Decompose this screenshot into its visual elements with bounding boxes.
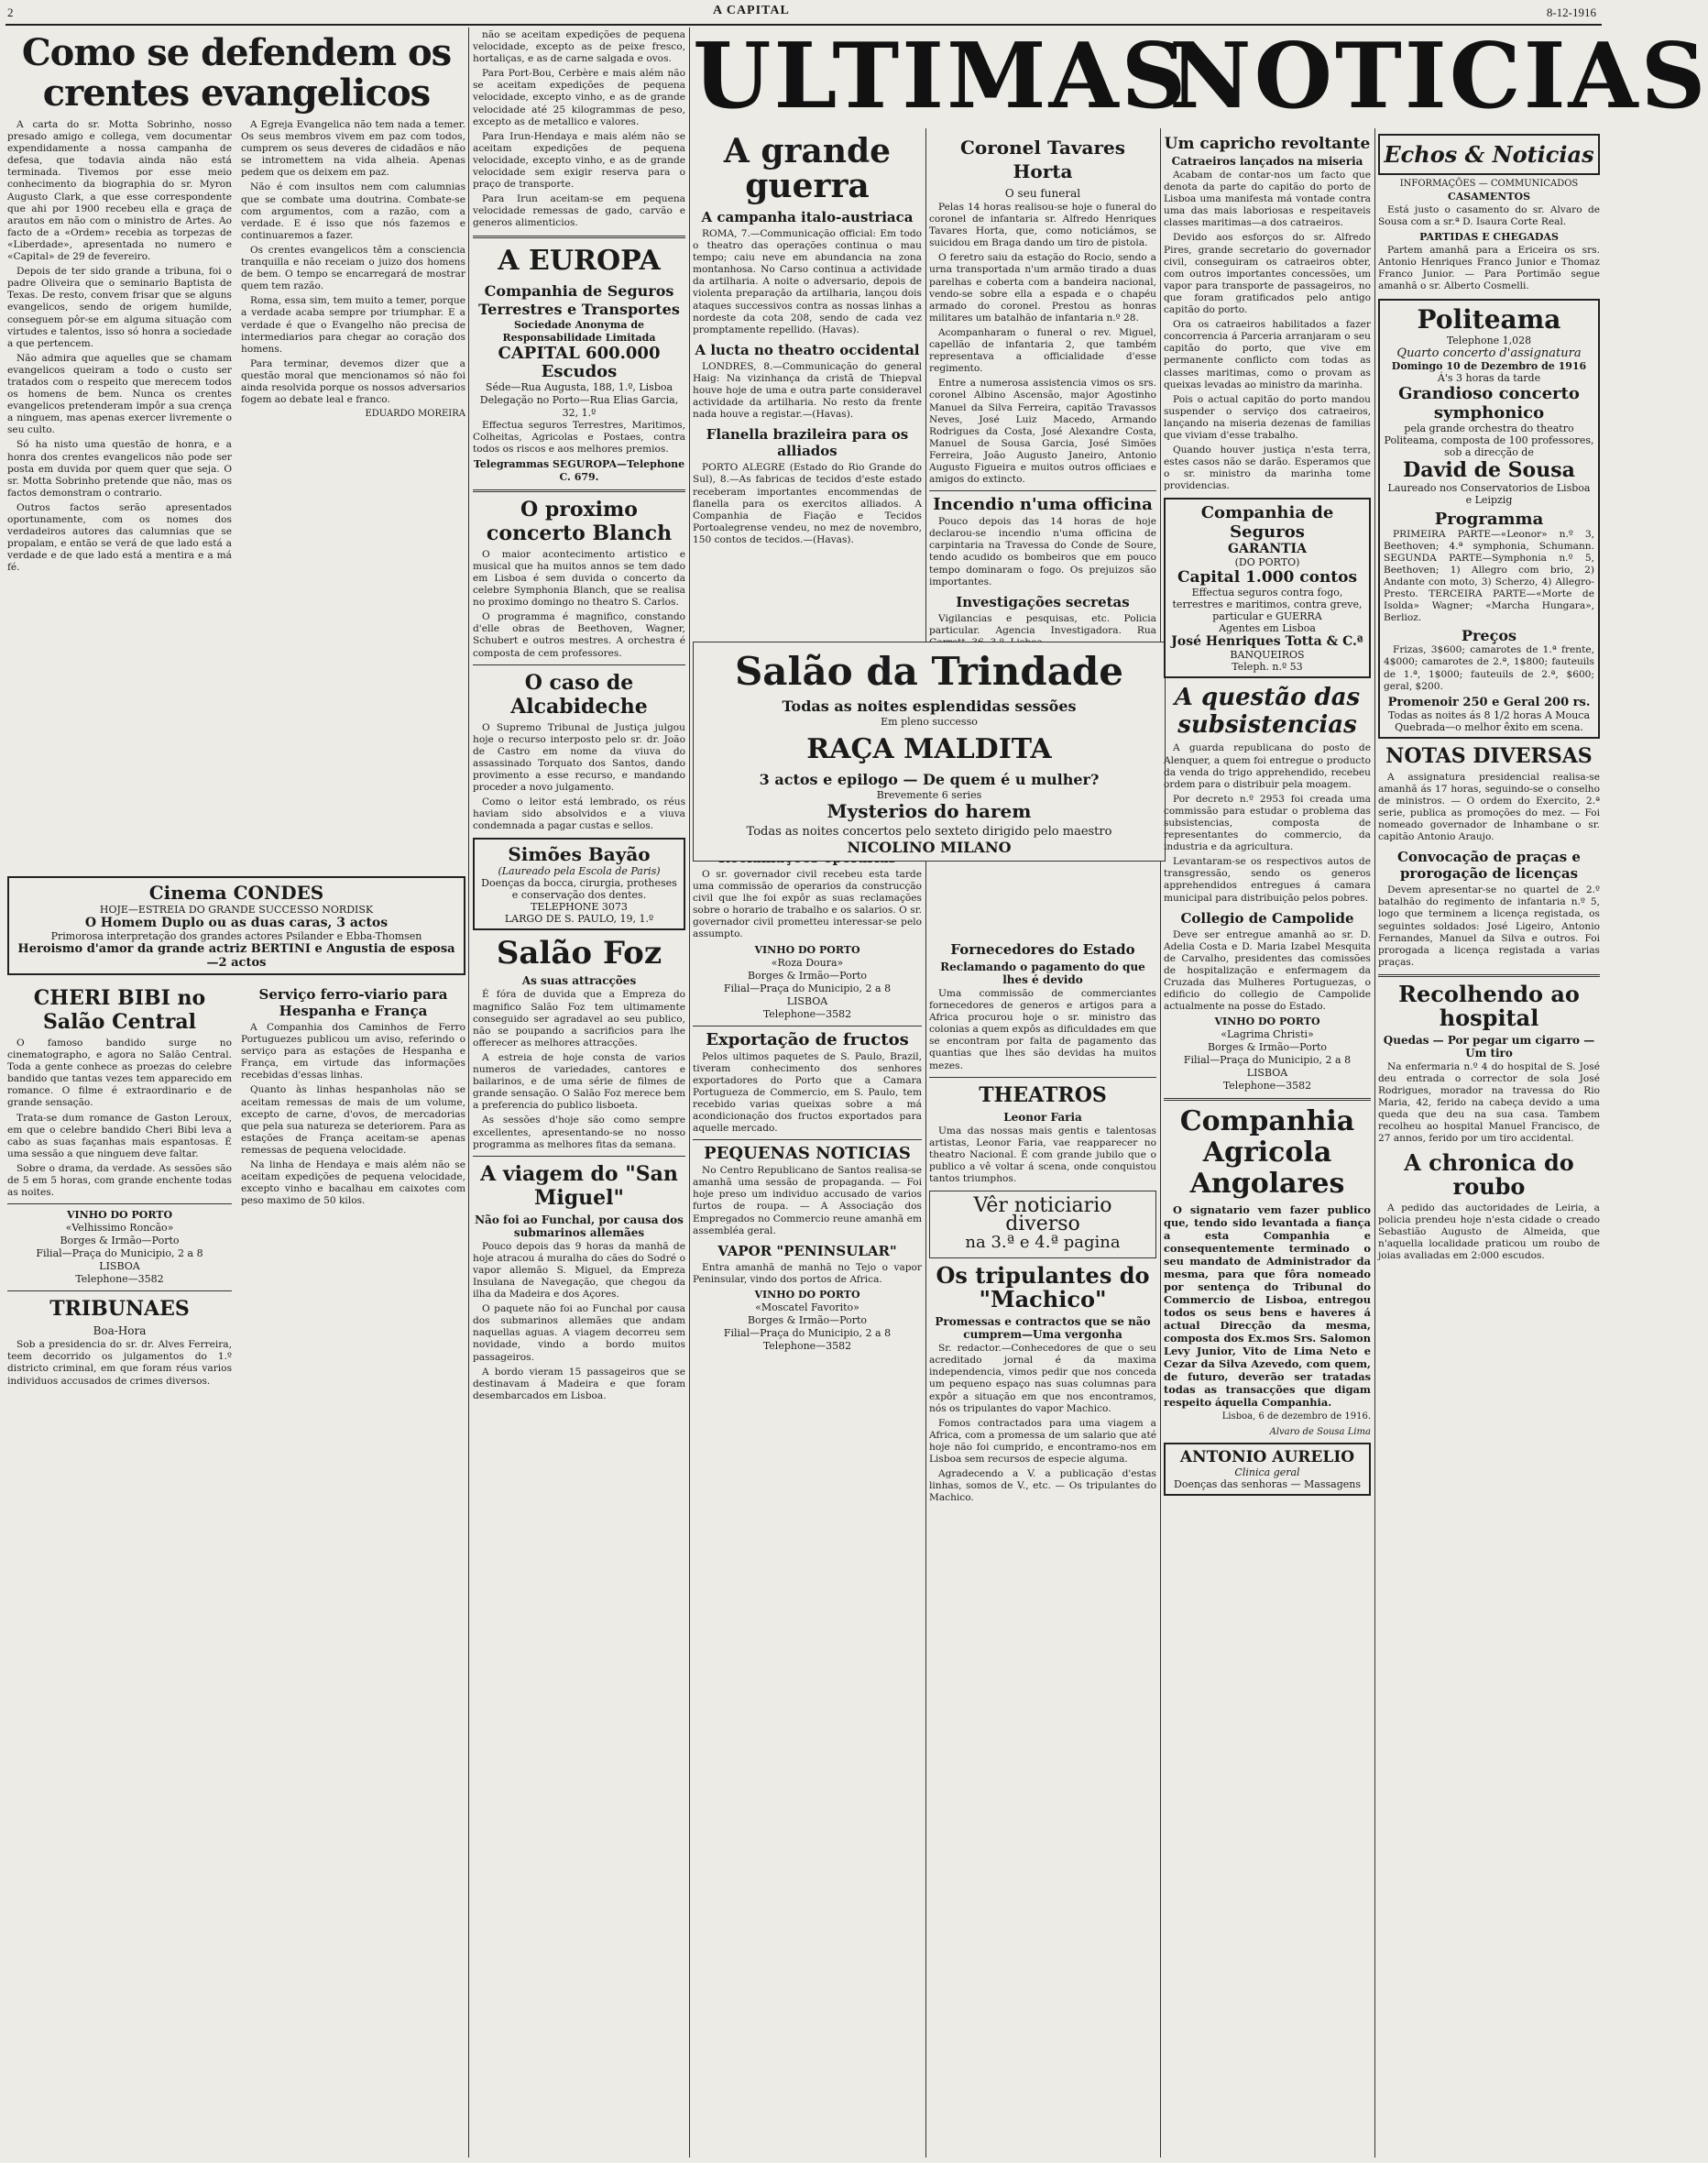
- article-title-fornecedores: Fornecedores do Estado: [950, 941, 1135, 958]
- paragraph: Ora os catraeiros habilitados a fazer concorrencia á Parceria arranjaram o seu capitão do porto, que vive em permanente conflicto com todas as classes maritimas, como o provam as queixas levadas ao ministro da marinha.: [1164, 319, 1371, 390]
- subtitle: O seu funeral: [1004, 187, 1081, 200]
- paragraph: Os crentes evangelicos têm a consciencia tranquilla e não receiam o juizo dos homens de bem. O tempo se encarregará de mostrar quem tem razão.: [241, 244, 465, 292]
- ad-line: Quarto concerto d'assignatura: [1396, 346, 1582, 360]
- paragraph: Pelos ultimos paquetes de S. Paulo, Brazil, tiveram conhecimento dos senhores exportadores do Porto que a Camara Portugueza de Commercio, em S. Paulo, tem recebido varias queixas sobre a má acondicionação dos fructos exportados para aquelle mercado.: [693, 1050, 922, 1135]
- paragraph: A guarda republicana do posto de Alenquer, a quem foi entregue o producto da venda do trigo apprehendido, recebeu ordem para o distribuir pela moagem.: [1164, 742, 1371, 790]
- ad-title: Companhia de Seguros: [1200, 503, 1334, 543]
- column-rule: [1374, 128, 1375, 2158]
- paragraph: O feretro saiu da estação do Rocio, sendo a urna transportada n'um armão tirado a duas parelhas e coberta com a bandeira nacional, vendo-se sobre ella a espada e o chapéu armado do coronel. Prestou as honras militares um batalhão de infantaria n.º 28.: [929, 252, 1156, 324]
- section-subtitle: INFORMAÇÕES — COMMUNICADOS: [1399, 179, 1579, 189]
- article-title-tripulantes: Os tripulantes do "Machico": [936, 1262, 1150, 1313]
- ad-line: Clinica geral: [1234, 1466, 1300, 1479]
- paragraph: PRIMEIRA PARTE—«Leonor» n.º 3, Beethoven; 4.ª symphonia, Schumann. SEGUNDA PARTE—Symphonia n.º 5, Beethoven; 1) Allegro com brio, 2) Andante con moto, 3) Scherzo, 4) Allegro-Presto. TERCEIRA PARTE—«Morte de Isolda» Wagner; «Marcha Hungara», Berlioz.: [1384, 528, 1594, 624]
- ad-line: Filial—Praça do Municipio, 2 a 8: [1183, 1054, 1352, 1067]
- ad-line: Effectua seguros contra fogo, terrestres e maritimos, contra greve, particular e GUERRA: [1172, 587, 1363, 623]
- ad-line: Telephone—3582: [762, 1007, 852, 1020]
- paragraph: O paquete não foi ao Funchal por causa dos submarinos allemães que andam naquellas aguas. A viagem decorreu sem novidade, vindo a bordo muitos passageiros.: [473, 1303, 685, 1363]
- ad-line: LISBOA: [99, 1260, 140, 1273]
- ad-line: Heroismo d'amor da grande actriz BERTINI e Angustia de esposa—2 actos: [17, 942, 455, 970]
- paragraph: Pois o actual capitão do porto mandou suspender o serviço dos catraeiros, lançando na miseria dezenas de familias que viviam d'esse trabalho.: [1164, 393, 1371, 441]
- paragraph: Na linha de Hendaya e mais além não se aceitam expedições de pequena velocidade, excepto vinho e bacalhau em caixotes com peso maximo de 50 kilos.: [241, 1159, 465, 1207]
- ad-title: Salão da Trindade: [734, 649, 1124, 694]
- article-title-ferro-viario: Serviço ferro-viario para Hespanha e França: [258, 986, 448, 1019]
- ad-line: Telegrammas SEGUROPA—Telephone C. 679.: [473, 457, 685, 483]
- ad-line: Primorosa interpretação dos grandes actores Psilander e Ebba-Thomsen: [50, 930, 422, 942]
- divider: [693, 1139, 922, 1140]
- paragraph: As sessões d'hoje são como sempre excellentes, apresentando-se no nosso programma as melhores fitas da semana.: [473, 1114, 685, 1150]
- paragraph: ROMA, 7.—Communicação official: Em todo o theatro das operações continua o mau tempo; caiu neve em abundancia na zona montanhosa. No Carso continua a actividade da artilharia. A noite o adversario, depois de violenta preparação da artilharia, lançou dois ataques successivos contra as nossas linhas a nordeste da cota 208, sendo de cada vez promptamente repellido. (Havas).: [693, 228, 922, 335]
- article-title-tribunaes: TRIBUNAES: [49, 1297, 190, 1322]
- article-title-pequenas-noticias: PEQUENAS NOTICIAS: [704, 1144, 911, 1164]
- ad-line: «Roza Doura»: [771, 956, 844, 969]
- ad-subtitle: Preços: [1461, 627, 1517, 645]
- subtitle: Leonor Faria: [1003, 1110, 1082, 1124]
- paragraph: Fomos contractados para uma viagem a Africa, com a promessa de um salario que até hoje não foi cumprido, e encontramo-nos em Lisboa sem recursos de especie alguma.: [929, 1417, 1156, 1465]
- ad-line: José Henriques Totta & C.ª: [1171, 634, 1363, 650]
- paragraph: Partem amanhã para a Ericeira os srs. Antonio Henriques Franco Junior e Thomaz Franco Junior. — Para Portimão segue amanhã o sr. Alberto Cosmelli.: [1378, 245, 1600, 292]
- ad-line: Companhia de Seguros Terrestres e Transportes: [478, 281, 680, 318]
- ad-line: VINHO DO PORTO: [754, 943, 860, 956]
- ad-line: Todas as noites ás 8 1/2 horas A Mouca Quebrada—o melhor êxito em scena.: [1387, 708, 1591, 733]
- ad-line: Capital 1.000 contos: [1177, 568, 1358, 587]
- article-title-salao-foz: Salão Foz: [496, 935, 662, 972]
- column-rule: [1160, 128, 1161, 2158]
- paragraph: Devem apresentar-se no quartel de 2.º batalhão do regimento de infantaria n.º 5, logo que terminem a licença registada, os seguintes soldados: José Ligeiro, Antonio Fernandes, Manuel da Silva e outros. Foi prorogada a licença registada a varias praças.: [1378, 884, 1600, 968]
- ad-line: TELEPHONE 3073: [531, 901, 628, 914]
- article-title-notas-diversas: NOTAS DIVERSAS: [1385, 743, 1593, 768]
- ad-line: Agentes em Lisboa: [1219, 622, 1316, 635]
- ad-line: Telephone—3582: [75, 1273, 164, 1286]
- paragraph: Só ha nisto uma questão de honra, e a honra dos crentes evangelicos não pode ser posta em duvida por quem quer que seja. O sr. Motta Sobrinho pretende que não, mas os factos demonstram o contrario.: [7, 439, 232, 499]
- ad-line: Filial—Praça do Municipio, 2 a 8: [723, 982, 892, 994]
- ad-line: Filial—Praça do Municipio, 2 a 8: [36, 1247, 203, 1260]
- article-title-flanella: Flanella brazileira para os alliados: [706, 426, 909, 460]
- paragraph: Pouco depois das 9 horas da manhã de hoje atracou á muralha do cães do Sodré o vapor allemão S. Miguel, da Empreza Insulana de Navegação, que chegou da ilha da Madeira e dos Açores.: [473, 1240, 685, 1301]
- ad-line: LARGO DE S. PAULO, 19, 1.º: [504, 913, 654, 926]
- article-title-convocacao: Convocação de praças e prorogação de licenças: [1397, 849, 1581, 883]
- paragraph: Entra amanhã de manhã no Tejo o vapor Peninsular, vindo dos portos de Africa.: [693, 1261, 922, 1285]
- paragraph: Sob a presidencia do sr. dr. Alves Ferreira, teem decorrido os julgamentos do 1.º districto criminal, em que foram réus varios individuos accusados de crimes diversos.: [7, 1339, 232, 1387]
- ad-line: Borges & Irmão—Porto: [60, 1235, 180, 1247]
- ad-title: ANTONIO AURELIO: [1179, 1448, 1355, 1467]
- see-also-box: [929, 1191, 1156, 1258]
- subtitle: Boa-Hora: [93, 1324, 147, 1338]
- salao-trindade-ad: [693, 642, 1166, 862]
- paragraph: Pelas 14 horas realisou-se hoje o funeral do coronel de infantaria sr. Alfredo Henriques Tavares Horta, que, como noticiámos, se suicidou em Braga dando um tiro de pistola.: [929, 202, 1156, 249]
- column-1: [7, 29, 465, 2158]
- paragraph: Está justo o casamento do sr. Alvaro de Sousa com a sr.ª D. Isaura Corte Real.: [1378, 204, 1600, 228]
- column-4: [929, 130, 1156, 2158]
- paragraph: Na enfermaria n.º 4 do hospital de S. José deu entrada o corrector de sola José Rodrigues, morador na travessa do Rio Maria, 42, ferido na cabeça devido a uma queda que deu na sua casa. Tambem recolheu ao hospital Manuel Francisco, de 27 annos, ferido por um tiro accidental.: [1378, 1060, 1600, 1145]
- column-rule: [689, 27, 690, 2158]
- masthead-word-2: NOTICIAS: [1169, 24, 1708, 129]
- paragraph: O Supremo Tribunal de Justiça julgou hoje o recurso interposto pelo sr. dr. João de Castro em nome da viuva do assassinado Torquato dos Santos, dando provimento a esse recurso, e mandando proceder a novo julgamento.: [473, 721, 685, 794]
- paragraph: Não admira que aquelles que se chamam evangelicos queiram a todo o custo ser tratados com o respeito que merecem todos os homens de bem. Nunca os crentes evangelicos pretenderam impôr a sua crença a ninguem, mas apenas exercer livremente o seu culto.: [7, 352, 232, 436]
- article-title-italo-austriaca: A campanha italo-austriaca: [701, 209, 914, 225]
- paragraph: Trata-se dum romance de Gaston Leroux, em que o celebre bandido Cheri Bibi leva a cabo as suas façanhas mais espantosas. É uma sessão a que ninguem deve faltar.: [7, 1112, 232, 1159]
- divider: [929, 1077, 1156, 1078]
- paragraph: não se aceitam expedições de pequena velocidade, excepto as de peixe fresco, hortaliças, e as de carne salgada e ovos.: [473, 29, 685, 65]
- lower-columns: [7, 981, 465, 1806]
- paragraph: Como o leitor está lembrado, os réus haviam sido absolvidos e a viuva condemnada a pagar custas e sellos.: [473, 796, 685, 832]
- aurelio-ad: [1164, 1443, 1371, 1496]
- ad-line: RAÇA MALDITA: [806, 733, 1052, 765]
- paragraph: Uma commissão de commerciantes fornecedores de generos e artigos para a Africa procurou hoje o sr. ministro das colonias a quem expôs as dificuldades em que se encontram por falta de pagamento das quantias que lhes são devidas ha muitos mezes.: [929, 988, 1156, 1071]
- paragraph: O signatario vem fazer publico que, tendo sido levantada a fiança a esta Companhia e consequentemente terminado o seu mandato de Administrador da mesma, para que fôra nomeado por sentença do Tribunal do Commercio de Lisboa, entregou todos os seus bens e haveres á actual Direcção da mesma, composta dos Ex.mos Srs. Salomon Levy Junior, Vito de Lima Neto e Cezar da Silva Azevedo, com quem, de futuro, deverão ser tratadas todas as transacções que digam respeito áquella Companhia.: [1164, 1203, 1371, 1410]
- ad-line: Borges & Irmão—Porto: [747, 969, 868, 982]
- article-title-incendio: Incendio n'uma officina: [933, 495, 1153, 515]
- ad-line: «Velhissimo Roncão»: [65, 1222, 174, 1235]
- ad-line: Doenças das senhoras — Massagens: [1174, 1478, 1361, 1491]
- ad-line: Teleph. n.º 53: [1232, 661, 1303, 674]
- paragraph: Levantaram-se os respectivos autos de transgressão, sendo os generos apprehendidos entregues á camara municipal para distribuição pelos pobres.: [1164, 856, 1371, 904]
- paragraph: Quanto às linhas hespanholas não se aceitam remessas de mais de um volume, excepto de carne, d'ovos, de mercadorias que pela sua natureza se deteriorem. Para as estações de França aceitam-se apenas remessas de pequena velocidade.: [241, 1084, 465, 1156]
- article-body-evangelicos: [7, 119, 465, 871]
- paragraph: Effectua seguros Terrestres, Maritimos, Colheitas, Agricolas e Postaes, contra todos os riscos e aos melhores premios.: [473, 419, 685, 455]
- article-title-cheri-bibi: CHERI BIBI no Salão Central: [33, 986, 206, 1034]
- article-title-alcabideche: O caso de Alcabideche: [510, 670, 648, 719]
- ad-title: Politeama: [1417, 303, 1561, 335]
- politeama-ad: [1378, 299, 1600, 739]
- paragraph: Não é com insultos nem com calumnias que se combate uma doutrina. Combate-se com argumentos, com a razão, com a verdade. E é isso que nós fazemos e continuaremos a fazer.: [241, 181, 465, 241]
- article-title-theatros: THEATROS: [979, 1082, 1107, 1107]
- paragraph: É fóra de duvida que a Empreza do magnifico Salão Foz tem ultimamente conseguido ser agradavel ao seu publico, não se poupando a sacrificios para lhe offerecer as melhores attracções.: [473, 989, 685, 1049]
- article-title-investigacoes: Investigações secretas: [956, 593, 1130, 610]
- paper-name: A CAPITAL: [713, 4, 790, 17]
- column-2: [473, 29, 685, 2158]
- article-title-vapor-peninsular: VAPOR "PENINSULAR": [717, 1242, 897, 1259]
- divider: [7, 1203, 232, 1204]
- paragraph: O maior acontecimento artistico e musical que ha muitos annos se tem dado em Lisboa é sem duvida o concerto da celebre Symphonia Blanch, que se realisa no proximo domingo no theatro S. Carlos.: [473, 548, 685, 609]
- paragraph: Roma, essa sim, tem muito a temer, porque a verdade acaba sempre por triumphar. E a verdade é que o Evangelho não precisa de intermediarios para chegar ao coração dos homens.: [241, 295, 465, 355]
- paragraph: Acabam de contar-nos um facto que denota da parte do capitão do porto de Lisboa uma manifesta má vontade contra uma das mais laboriosas e respeitaveis classes maritimas—a dos catraeiros.: [1164, 170, 1371, 229]
- paragraph: Devido aos esforços do sr. Alfredo Pires, grande secretario do governador civil, conseguiram os catraeiros obter, com outros importantes concessões, um vapor para transporte de passageiros, no que foram gratificados pelo antigo capitão do porto.: [1164, 232, 1371, 316]
- paragraph: LONDRES, 8.—Communicação do general Haig: Na vizinhança da cristã de Thiepval houve hoje de uma e outra parte consideravel actividade da artilharia. No resto da frente nada houve a registar.—(Havas).: [693, 360, 922, 421]
- article-title-hospital: Recolhendo ao hospital: [1398, 980, 1580, 1031]
- paragraph: A pedido das auctoridades de Leiria, a policia prendeu hoje n'esta cidade o creado Sebastião Augusto de Almeida, que n'aquella localidade praticou um roubo de joias avaliadas em 2:000 escudos.: [1378, 1202, 1600, 1261]
- ad-line: Todas as noites concertos pelo sexteto dirigido pelo maestro: [746, 825, 1112, 839]
- paragraph: Uma das nossas mais gentis e talentosas artistas, Leonor Faria, vae reapparecer no theatro Nacional. É com grande jubilo que o publico a vê voltar á scena, onde conquistou tantos triumphos.: [929, 1125, 1156, 1185]
- ad-line: CAPITAL 600.000 Escudos: [498, 343, 661, 381]
- ad-line: (DO PORTO): [1234, 556, 1300, 569]
- column-rule: [468, 27, 469, 2158]
- ad-line: na 3.ª e 4.ª pagina: [965, 1233, 1121, 1253]
- issue-date: 8-12-1916: [1546, 5, 1596, 19]
- paragraph: Para Port-Bou, Cerbère e mais além não se aceitam expedições de pequena velocidade, excepto vinho, e as de grande velocidade até 25 kilogrammas de peso, excepto as de metallico e valores.: [473, 68, 685, 127]
- article-title-subsistencias: A questão das subsistencias: [1174, 684, 1361, 740]
- paragraph: A bordo vieram 15 passageiros que se destinavam á Madeira e que foram desembarcados em Lisboa.: [473, 1366, 685, 1401]
- divider: [1378, 974, 1600, 977]
- ad-line: LISBOA: [786, 994, 828, 1007]
- article-title-tavares-horta: Coronel Tavares Horta: [960, 137, 1125, 182]
- paragraph: Quando houver justiça n'esta terra, estes casos não se darão. Esperamos que o sr. ministro da marinha tome providencias.: [1164, 445, 1371, 492]
- cinema-condes-ad: [7, 876, 465, 975]
- column-3: [693, 130, 922, 2158]
- ad-line: Doenças da bocca, cirurgia, protheses e conservação dos dentes.: [481, 877, 677, 902]
- article-title-chronica-roubo: A chronica do roubo: [1404, 1148, 1574, 1200]
- ad-line: Promenoir 250 e Geral 200 rs.: [1387, 695, 1591, 709]
- article-title-evangelicos: Como se defendem os crentes evangelicos: [21, 31, 452, 115]
- ad-line: NICOLINO MILANO: [847, 839, 1012, 856]
- ad-line: GARANTIA: [1228, 542, 1307, 557]
- ad-line: Brevemente 6 series: [876, 789, 982, 801]
- paragraph: A Companhia dos Caminhos de Ferro Portuguezes publicou um aviso, referindo o serviço para as estações de Hespanha e França, em virtude das informações recebidas d'essas linhas.: [241, 1022, 465, 1082]
- ad-line: Em pleno successo: [881, 716, 978, 728]
- paragraph: Deve ser entregue amanhã ao sr. D. Adelia Costa e D. Maria Izabel Mesquita de Carvalho, presidentes das comissões de hospitalização e enfermagem da Cruzada das Mulheres Portuguezas, o edificio do collegio de Campolide actualmente na posse do Estado.: [1164, 928, 1371, 1013]
- paragraph: Frizas, 3$600; camarotes de 1.ª frente, 4$000; camarotes de 2.ª, 1$800; fauteuils de 1.ª, 1$000; fauteuils de 2.ª, $600; geral, $200.: [1384, 644, 1594, 692]
- page-number: 2: [7, 5, 14, 19]
- author-signature: Alvaro de Sousa Lima: [1269, 1427, 1371, 1438]
- ad-line: LISBOA: [1246, 1067, 1288, 1080]
- paragraph: A Egreja Evangelica não tem nada a temer. Os seus membros vivem em paz com todos, cumprem os seus deveres de cidadãos e não se intromettem na vida alheia. Apenas pedem que os deixem em paz.: [241, 119, 465, 179]
- subsection-title: CASAMENTOS: [1447, 191, 1531, 203]
- ad-line: Sociedade Anonyma de Responsabilidade Limitada: [502, 318, 656, 344]
- ad-line: O Homem Duplo ou as duas caras, 3 actos: [84, 916, 389, 930]
- paragraph: A assignatura presidencial realisa-se amanhã ás 17 horas, seguindo-se o conselho de ministros. — O ordem do Exercito, 2.ª serie, publica as promoções do mez. — Foi nomeado governador de Inhambane o sr. capitão Antonio Araujo.: [1378, 771, 1600, 843]
- ad-line: Grandioso concerto symphonico: [1398, 383, 1580, 423]
- simoes-bayao-ad: [473, 838, 685, 930]
- paragraph: O programma é magnifico, constando d'elle obras de Beethoven, Wagner, Schubert e outros mestres. A orchestra é composta de cem professores.: [473, 611, 685, 659]
- column-6: [1378, 130, 1600, 2158]
- article-title-san-miguel: A viagem do "San Miguel": [480, 1161, 678, 1210]
- section-title-echos: Echos & Noticias: [1378, 134, 1600, 175]
- divider: [473, 1156, 685, 1157]
- ad-line: VINHO DO PORTO: [1214, 1016, 1320, 1028]
- article-title-exportacao: Exportação de fructos: [706, 1029, 909, 1049]
- paragraph: A estreia de hoje consta de varios numeros de variedades, cantores e bailarinos, e de uma série de filmes de grande sensação. O Salão Foz merece bem a preferencia do publico lisboeta.: [473, 1051, 685, 1112]
- paragraph: Acompanharam o funeral o rev. Miguel, capellão de infantaria 2, que também representava a officialidade d'esse regimento.: [929, 326, 1156, 375]
- article-title-theatro-occidental: A lucta no theatro occidental: [695, 341, 920, 358]
- paragraph: A carta do sr. Motta Sobrinho, nosso presado amigo e collega, vem documentar expendidamente a nossa campanha de defesa, que todavia ainda não está terminada. Tivemos por esse meio conhecimento da biographia do sr. Myron Augusto Clark, a que esse correspondente que ahi por 1900 recebeu ella e graça de arautos em não com o ministro de Artes. Ao facto de a «Ordem» recebia as torpezas de «Liberdade», apresentada no numero e «Capital» de 29 de fevereiro.: [7, 119, 232, 263]
- ad-line: Vêr noticiario diverso: [973, 1194, 1112, 1236]
- paragraph: Para Irun-Hendaya e mais além não se aceitam expedições de pequena velocidade, excepto vinho, e as de grande velocidade sem exigir reserva para o praço de transporte.: [473, 130, 685, 191]
- paragraph: Para Irun aceitam-se em pequena velocidade remessas de gado, carvão e generos alimenticios.: [473, 193, 685, 229]
- paragraph: Entre a numerosa assistencia vimos os srs. coronel Albino Ascensão, major Agostinho Manuel da Silva Ferreira, capitão Travassos Neves, José Luiz Macedo, Armando Rodrigues da Costa, José Alexandre Costa, Manuel de Sousa Garcia, José Simões Ferreira, João Augusto Janeiro, Antonio Augusto Figueira e muitos outros officiaes e amigos do extincto.: [929, 378, 1156, 486]
- ad-line: Telephone—3582: [762, 1339, 852, 1352]
- notice-date: Lisboa, 6 de dezembro de 1916.: [1221, 1411, 1371, 1422]
- paragraph: O sr. governador civil recebeu esta tarde uma commissão de operarios da construcção civil que lhe foi expôr as suas reclamações sobre o horario de trabalho e os salarios. O sr. governador civil prometteu interessar-se pelo assumpto.: [693, 868, 922, 940]
- divider: [7, 1290, 232, 1291]
- divider: [693, 1026, 922, 1027]
- paragraph: Pouco depois das 14 horas de hoje declarou-se incendio n'uma officina de carpintaria na Travessa do Conde de Soure, tendo acudido os bombeiros que em pouco tempo dominaram o fogo. Os prejuizos são importantes.: [929, 516, 1156, 587]
- europa-ad-title: A EUROPA: [498, 244, 661, 277]
- article-title-capricho: Um capricho revoltante: [1164, 135, 1371, 153]
- paragraph: Por decreto n.º 2953 foi creada uma commissão para estudar o problema das subsistencias, composta de representantes do commercio, da industria e da agricultura.: [1164, 793, 1371, 853]
- paragraph: PORTO ALEGRE (Estado do Rio Grande do Sul), 8.—As fabricas de tecidos d'este estado receberam importantes encommendas de flanella para os exercitos alliados. A Companhia de Fiação e Tecidos Portoalegrense vendeu, no mez de novembro, 150 contos de tecidos.—(Havas).: [693, 462, 922, 545]
- author-signature: EDUARDO MOREIRA: [365, 409, 465, 420]
- divider: [929, 490, 1156, 491]
- paragraph: O famoso bandido surge no cinematographo, e agora no Salão Central. Toda a gente conhece as proezas do celebre bandido que tantas vezes tem apparecido em romance. O filme é extraordinario e de grande sensação.: [7, 1038, 232, 1109]
- ad-line: Todas as noites esplendidas sessões: [782, 697, 1077, 715]
- paragraph: Agradecendo a V. a publicação d'estas linhas, somos de V., etc. — Os tripulantes do Machico.: [929, 1468, 1156, 1504]
- subtitle: Catraeiros lançados na miseria: [1171, 155, 1363, 168]
- garantia-ad: [1164, 498, 1371, 678]
- subtitle: Não foi ao Funchal, por causa dos submarinos allemães: [475, 1213, 684, 1239]
- ad-line: Delegação no Porto—Rua Elias Garcia, 32, 1.º: [479, 393, 679, 419]
- subsection-title: PARTIDAS E CHEGADAS: [1419, 231, 1559, 244]
- ad-line: pela grande orchestra do theatro Politeama, composta de 100 professores, sob a direcção de: [1384, 422, 1594, 458]
- article-title-agricola: Companhia Agricola Angolares: [1179, 1105, 1355, 1201]
- ad-line: Telephone—3582: [1222, 1080, 1312, 1092]
- divider: [1164, 1098, 1371, 1101]
- ad-line: Domingo 10 de Dezembro de 1916: [1391, 359, 1587, 372]
- paragraph: Vigilancias e pesquisas, etc. Policia particular. Agencia Investigadora. Rua: [929, 612, 1156, 636]
- ad-line: Borges & Irmão—Porto: [747, 1313, 868, 1326]
- ad-line: Séde—Rua Augusta, 188, 1.º, Lisboa: [485, 380, 673, 393]
- masthead-word-1: ULTIMAS: [693, 24, 1189, 129]
- ad-line: «Moscatel Favorito»: [755, 1301, 859, 1313]
- ad-line: Mysterios do harem: [827, 800, 1032, 822]
- column-5: [1164, 130, 1371, 2158]
- ad-line: BANQUEIROS: [1230, 649, 1305, 662]
- subtitle: As suas attracções: [521, 974, 637, 988]
- ad-line: «Lagrima Christi»: [1221, 1028, 1314, 1041]
- ad-line: Á's 3 horas da tarde: [1437, 371, 1541, 384]
- page-header: [7, 4, 1600, 24]
- paragraph: Para terminar, devemos dizer que a questão moral que mencionamos só não foi ainda resolvida porque os nossos adversarios fogem ao debate leal e franco.: [241, 357, 465, 406]
- paragraph: Depois de ter sido grande a tribuna, foi o padre Oliveira que o seminario Baptista de Texas. De resto, convem frisar que se alguns evangelicos, sendo de origem humilde, conseguem pôr-se em alguma situação com virtudes e talentos, isso só honra a sociedade a que pertencem.: [7, 266, 232, 349]
- divider: [473, 489, 685, 492]
- subtitle: Reclamando o pagamento do que lhes é devido: [940, 961, 1145, 986]
- ad-line: (Laureado pela Escola de Paris): [498, 865, 661, 878]
- ad-subtitle: Programma: [1434, 509, 1544, 529]
- divider: [473, 236, 685, 238]
- ad-line: Laureado nos Conservatorios de Lisboa e Leipzig: [1387, 481, 1591, 506]
- paragraph: Sobre o drama, da verdade. As sessões são de 5 em 5 horas, com grande enchente todas as noites.: [7, 1162, 232, 1199]
- paragraph: No Centro Republicano de Santos realisa-se amanhã uma sessão de propaganda. — Foi hoje preso um individuo accusado de varios furtos de roupa. — A Associação dos Empregados no Commercio reune amanhã em assembléa geral.: [693, 1165, 922, 1236]
- subtitle: Promessas e contractos que se não cumprem—Uma vergonha: [935, 1315, 1151, 1342]
- column-rule: [925, 128, 926, 2158]
- masthead: [693, 24, 1708, 129]
- article-title-campolide: Collegio de Campolide: [1180, 909, 1354, 927]
- ad-line: Telephone 1,028: [1446, 334, 1532, 346]
- ad-line: 3 actos e epilogo — De quem é u mulher?: [759, 771, 1100, 788]
- paragraph: Outros factos serão apresentados oportunamente, com os nomes dos verdadeiros autores das calumnias que se propalam, e então se verá de que lado está a verdade e de que lado está a mentira e a má fé.: [7, 501, 232, 574]
- ad-line: VINHO DO PORTO: [754, 1288, 860, 1301]
- ad-line: HOJE—ESTREIA DO GRANDE SUCCESSO NORDISK: [99, 904, 374, 916]
- ad-line: Filial—Praça do Municipio, 2 a 8: [723, 1326, 892, 1339]
- divider: [473, 664, 685, 665]
- ad-line: Borges & Irmão—Porto: [1207, 1041, 1328, 1054]
- ad-line: David de Sousa: [1403, 457, 1575, 482]
- ad-title: Simões Bayão: [508, 843, 651, 866]
- subtitle: Quedas — Por pegar um cigarro — Um tiro: [1383, 1033, 1595, 1060]
- ad-title: Cinema CONDES: [148, 882, 324, 904]
- article-title-blanch: O proximo concerto Blanch: [486, 497, 673, 545]
- paragraph: Sr. redactor.—Conhecedores de que o seu acreditado jornal é da maxima independencia, vimos pedir que nos conceda um pequeno espaço nas suas columnas para expôr a situação em que nos encontramos, nós os tripulantes do vapor Machico.: [929, 1343, 1156, 1414]
- ad-line: VINHO DO PORTO: [66, 1209, 173, 1222]
- article-title-grande-guerra: A grande guerra: [723, 132, 892, 205]
